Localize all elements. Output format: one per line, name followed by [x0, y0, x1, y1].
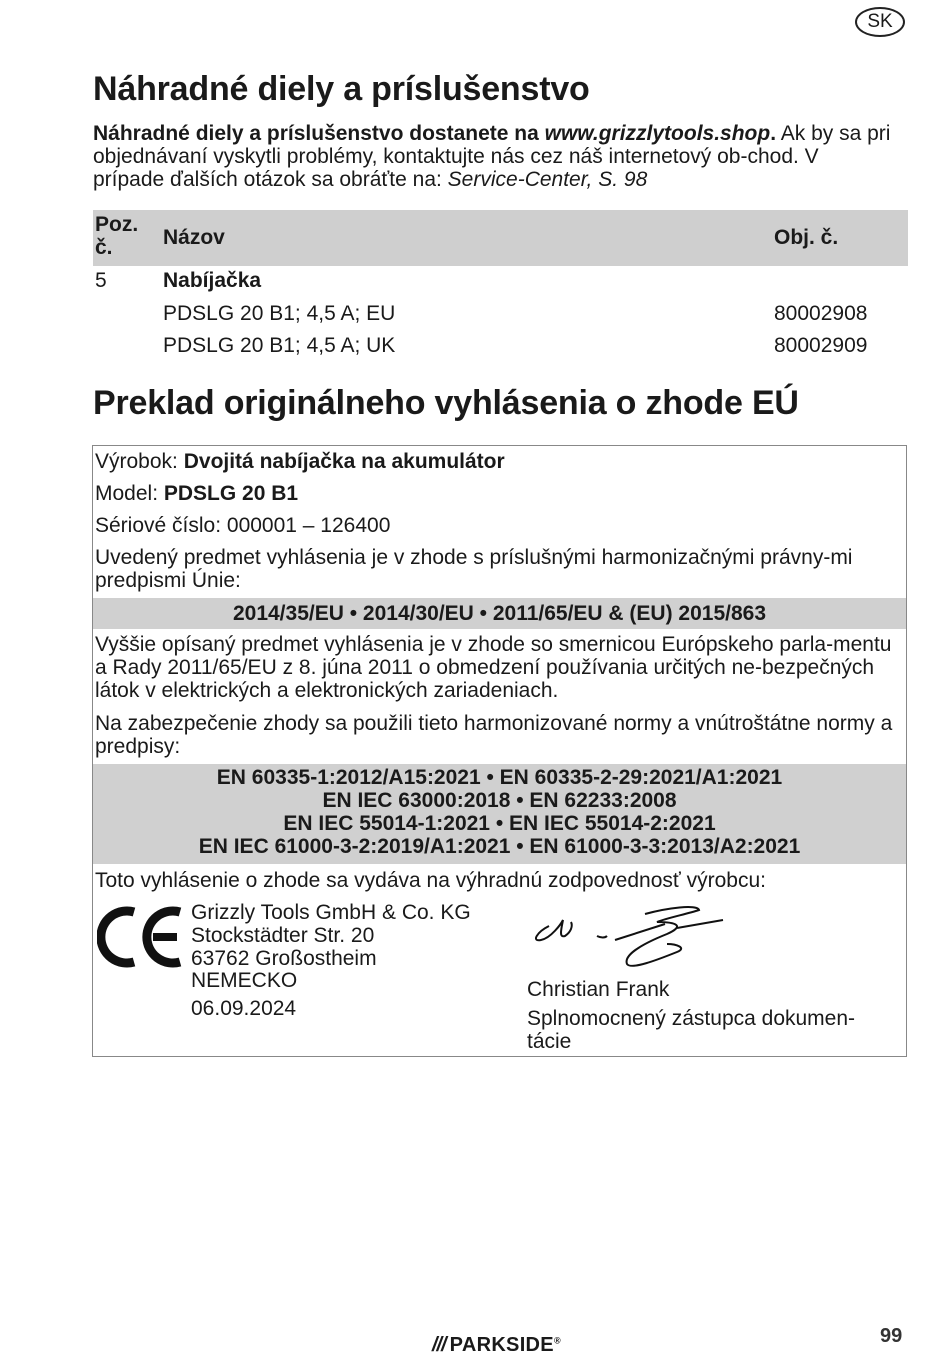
- address-company: Grizzly Tools GmbH & Co. KG: [191, 901, 471, 924]
- header-position: Poz. č.: [95, 213, 139, 259]
- address-city: 63762 Großostheim: [191, 947, 377, 970]
- standard-line: EN IEC 61000-3-2:2019/A1:2021 • EN 61000-3-3:2013/A2:2021: [198, 835, 801, 858]
- model-label: Model:: [95, 482, 164, 505]
- header-name: Názov: [163, 226, 225, 249]
- standards-band: [93, 764, 906, 864]
- service-center-ref: Service-Center, S. 98: [447, 168, 648, 191]
- intro-rest-text: Ak by sa pri objednávaní vyskytli problémy, kontaktujte nás cez náš internetový ob-chod. V prípade ďalších otázok sa obráťte na:: [93, 122, 891, 191]
- parkside-logo: [432, 1334, 561, 1357]
- product-value: Dvojitá nabíjačka na akumulátor: [183, 450, 505, 473]
- intro-dot: .: [770, 122, 777, 145]
- model-line: [95, 482, 900, 505]
- declaration-box: [92, 445, 907, 1057]
- page-number: 99: [880, 1325, 903, 1347]
- directives-band: 2014/35/EU • 2014/30/EU • 2011/65/EU & (EU) 2015/863: [93, 598, 906, 629]
- declaration-title: Preklad originálneho vyhlásenia o zhode EÚ: [93, 384, 799, 422]
- brand-slashes-icon: ///: [432, 1334, 446, 1356]
- product-line: [95, 450, 900, 473]
- standard-line: EN IEC 55014-1:2021 • EN IEC 55014-2:2021: [283, 812, 716, 835]
- brand-registered-mark: ®: [553, 1335, 561, 1346]
- header-order-number: Obj. č.: [774, 226, 839, 249]
- signature-image: [527, 904, 727, 972]
- row-1-name: Nabíjačka: [163, 269, 262, 292]
- conformity-statement-1: Uvedený predmet vyhlásenia je v zhode s príslušnými harmonizačnými právny-mi predpismi Únie:: [95, 546, 853, 592]
- language-badge: SK: [855, 7, 905, 37]
- shop-url-link[interactable]: www.grizzlytools.shop: [544, 122, 771, 145]
- spare-parts-title: Náhradné diely a príslušenstvo: [93, 70, 590, 108]
- parts-table-header: [93, 210, 908, 266]
- declaration-date: 06.09.2024: [191, 997, 297, 1020]
- intro-bold-text: Náhradné diely a príslušenstvo dostanete na: [93, 122, 545, 145]
- model-value: PDSLG 20 B1: [163, 482, 299, 505]
- standard-line: EN IEC 63000:2018 • EN 62233:2008: [322, 789, 677, 812]
- row-2-order-number: 80002908: [774, 302, 868, 325]
- standard-line: EN 60335-1:2012/A15:2021 • EN 60335-2-29:2021/A1:2021: [216, 766, 783, 789]
- row-3-name: PDSLG 20 B1; 4,5 A; UK: [163, 334, 396, 357]
- ce-mark-icon: [97, 906, 185, 968]
- responsibility-statement: Toto vyhlásenie o zhode sa vydáva na výhradnú zodpovednosť výrobcu:: [95, 869, 766, 892]
- address-country: NEMECKO: [191, 969, 298, 992]
- standards-intro: Na zabezpečenie zhody sa použili tieto harmonizované normy a vnútroštátne normy a predpisy:: [95, 712, 893, 758]
- spare-parts-intro: [93, 122, 893, 191]
- serial-number: Sériové číslo: 000001 – 126400: [95, 514, 391, 537]
- signer-name: Christian Frank: [527, 978, 670, 1001]
- row-2-name: PDSLG 20 B1; 4,5 A; EU: [163, 302, 396, 325]
- address-street: Stockstädter Str. 20: [191, 924, 375, 947]
- conformity-statement-2: Vyššie opísaný predmet vyhlásenia je v zhode so smernicou Európskeho parla-mentu a Rady 2011/65/EU z 8. júna 2011 o obmedzení používania určitých ne-bezpečných látok v elektrických a elektronických zariadeniach.: [95, 633, 892, 702]
- row-3-order-number: 80002909: [774, 334, 868, 357]
- brand-name: PARKSIDE: [449, 1334, 554, 1356]
- row-1-position: 5: [95, 269, 107, 292]
- product-label: Výrobok:: [95, 450, 184, 473]
- signer-role: Splnomocnený zástupca dokumen-tácie: [527, 1007, 856, 1053]
